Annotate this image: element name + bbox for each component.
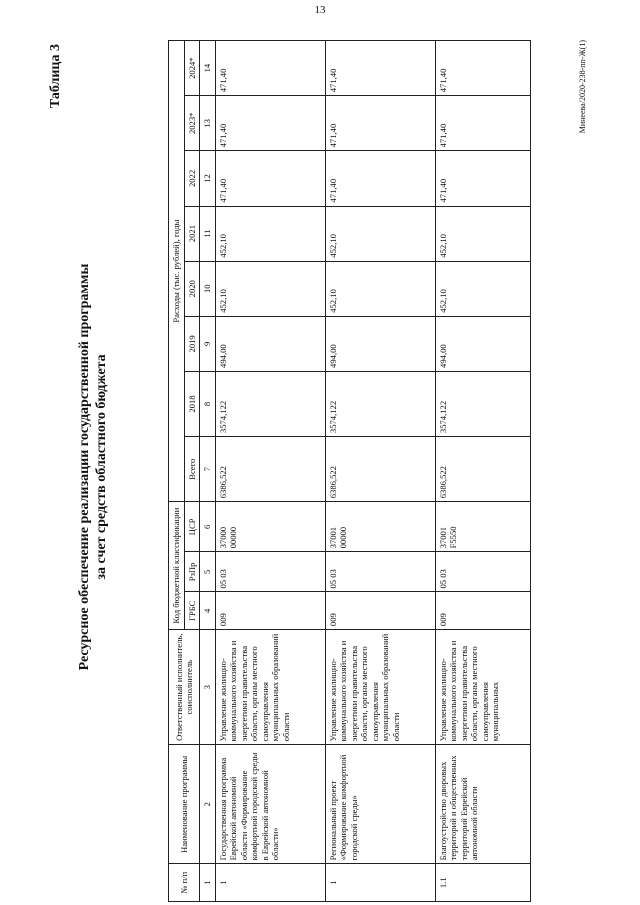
header-rzpr: РзПр — [184, 552, 200, 592]
document-title — [76, 32, 110, 902]
row-2024: 471,40 — [325, 41, 435, 96]
header-expenses: Расходы (тыс. рублей), годы — [169, 41, 185, 502]
row-csr: 37001 F5550 — [435, 502, 530, 552]
col-number: 11 — [200, 206, 216, 261]
table-row — [435, 41, 530, 902]
resource-table — [168, 40, 531, 902]
col-number: 4 — [200, 592, 216, 630]
row-2018: 3574,122 — [435, 371, 530, 436]
table-row — [325, 41, 435, 902]
row-executor: Управление жилищно-коммунального хозяйства и энергетики правительства области, органы местного самоуправления муниципальных — [435, 630, 530, 745]
row-num: 1 — [215, 864, 325, 902]
row-2019: 494,00 — [325, 316, 435, 371]
row-2024: 471,40 — [215, 41, 325, 96]
row-2020: 452,10 — [215, 261, 325, 316]
header-num: № п/п — [169, 864, 200, 902]
row-program: Региональный проект «Формирование комфортной городской среды» — [325, 745, 435, 864]
row-2023: 471,40 — [435, 96, 530, 151]
header-csr: ЦСР — [184, 502, 200, 552]
col-number: 3 — [200, 630, 216, 745]
page-number: 13 — [314, 4, 326, 16]
footer-note: Минеева/2020-238-пп-Ж(1) — [578, 40, 587, 134]
rotated-page-content — [28, 32, 588, 902]
col-number: 8 — [200, 371, 216, 436]
col-number: 6 — [200, 502, 216, 552]
header-year: 2024* — [184, 41, 200, 96]
row-2024: 471,40 — [435, 41, 530, 96]
row-2021: 452,10 — [215, 206, 325, 261]
row-2021: 452,10 — [325, 206, 435, 261]
row-2020: 452,10 — [325, 261, 435, 316]
row-rzpr: 05 03 — [325, 552, 435, 592]
col-number: 1 — [200, 864, 216, 902]
row-2019: 494,00 — [215, 316, 325, 371]
header-budget-code: Код бюджетной классификации — [169, 502, 185, 630]
title-line-1: Ресурсное обеспечение реализации государственной программы — [77, 263, 92, 671]
header-executor: Ответственный исполнитель, соисполнитель — [169, 630, 200, 745]
row-total: 6386,522 — [325, 437, 435, 502]
row-executor: Управление жилищно-коммунального хозяйства и энергетики правительства области, органы местного самоуправления муниципальных образований области — [215, 630, 325, 745]
row-2022: 471,40 — [325, 151, 435, 206]
header-program: Наименование программы — [169, 745, 200, 864]
row-2019: 494,00 — [435, 316, 530, 371]
row-rzpr: 05 03 — [435, 552, 530, 592]
row-program: Благоустройство дворовых территорий и общественных территорий Еврейской автономной области — [435, 745, 530, 864]
header-total: Всего — [184, 437, 200, 502]
row-2020: 452,10 — [435, 261, 530, 316]
title-line-2: за счет средств областного бюджета — [94, 354, 109, 580]
column-number-row — [200, 41, 216, 902]
col-number: 14 — [200, 41, 216, 96]
header-year: 2020 — [184, 261, 200, 316]
table-row — [215, 41, 325, 902]
header-year: 2018 — [184, 371, 200, 436]
header-row-1 — [169, 41, 185, 902]
row-2023: 471,40 — [215, 96, 325, 151]
row-2023: 471,40 — [325, 96, 435, 151]
header-grbs: ГРБС — [184, 592, 200, 630]
row-2022: 471,40 — [435, 151, 530, 206]
row-2022: 471,40 — [215, 151, 325, 206]
row-2018: 3574,122 — [215, 371, 325, 436]
row-2018: 3574,122 — [325, 371, 435, 436]
col-number: 9 — [200, 316, 216, 371]
col-number: 10 — [200, 261, 216, 316]
header-year: 2019 — [184, 316, 200, 371]
row-executor: Управление жилищно-коммунального хозяйства и энергетики правительства области, органы местного самоуправления муниципальных образований области — [325, 630, 435, 745]
row-total: 6386,522 — [435, 437, 530, 502]
header-year: 2022 — [184, 151, 200, 206]
row-grbs: 009 — [325, 592, 435, 630]
table-caption: Таблица 3 — [48, 44, 63, 109]
row-2021: 452,10 — [435, 206, 530, 261]
col-number: 5 — [200, 552, 216, 592]
header-year: 2023* — [184, 96, 200, 151]
col-number: 7 — [200, 437, 216, 502]
row-csr: 37000 00000 — [215, 502, 325, 552]
row-num: 1 — [325, 864, 435, 902]
row-grbs: 009 — [215, 592, 325, 630]
col-number: 13 — [200, 96, 216, 151]
col-number: 2 — [200, 745, 216, 864]
row-grbs: 009 — [435, 592, 530, 630]
col-number: 12 — [200, 151, 216, 206]
row-num: 1.1 — [435, 864, 530, 902]
row-rzpr: 05 03 — [215, 552, 325, 592]
row-csr: 37001 00000 — [325, 502, 435, 552]
row-program: Государственная программа Еврейской автономной области «Формирование комфортной городской среды в Еврейской автономной области» — [215, 745, 325, 864]
header-year: 2021 — [184, 206, 200, 261]
row-total: 6386,522 — [215, 437, 325, 502]
